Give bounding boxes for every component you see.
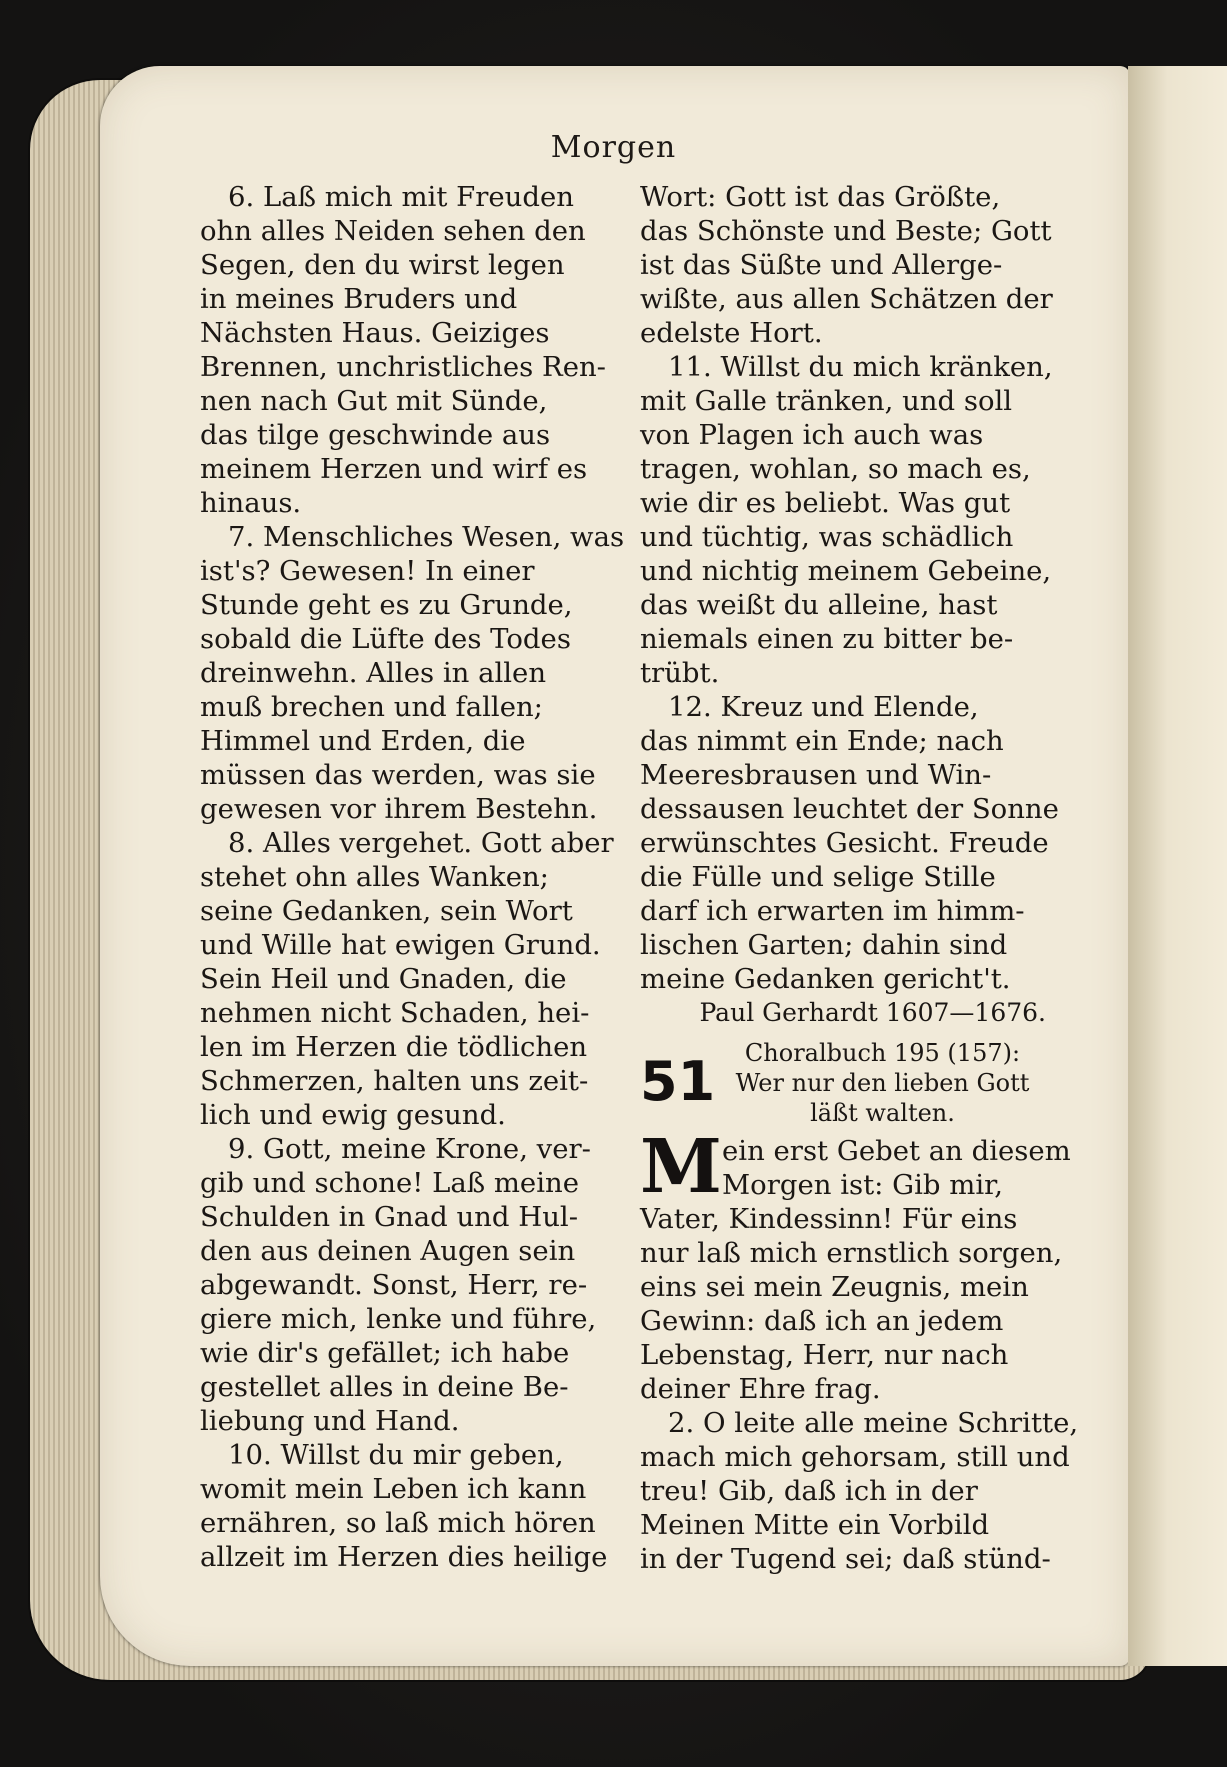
text-line: Morgen ist: Gib mir, [722,1169,1004,1201]
text-line: das Schönste und Beste; Gott [640,215,1052,247]
text-line: Vater, Kindessinn! Für eins [640,1203,1018,1235]
text-line: lich und ewig gesund. [200,1099,506,1131]
text-line: dreinwehn. Alles in allen [200,657,547,689]
text-line: wie dir's gefället; ich habe [200,1337,570,1369]
text-line: gewesen vor ihrem Bestehn. [200,793,598,825]
text-line: tragen, wohlan, so mach es, [640,453,1031,485]
text-line: wißte, aus allen Schätzen der [640,283,1053,315]
text-line: treu! Gib, daß ich in der [640,1475,978,1507]
text-line: Brennen, unchristliches Ren- [200,351,606,383]
text-line: mach mich gehorsam, still und [640,1441,1070,1473]
next-page-edge [1128,66,1227,1666]
text-line: ein erst Gebet an diesem [722,1135,1071,1167]
text-line: das nimmt ein Ende; nach [640,725,1004,757]
text-line: lischen Garten; dahin sind [640,929,1008,961]
tune-line: Wer nur den lieben Gott [735,1069,1030,1097]
text-line: und tüchtig, was schädlich [640,521,1014,553]
text-line: ernähren, so laß mich hören [200,1507,596,1539]
text-line: trübt. [640,657,720,689]
text-line: ist's? Gewesen! In einer [200,555,535,587]
tune-line: Choralbuch 195 (157): [744,1039,1021,1067]
text-line: Gewinn: daß ich an jedem [640,1305,1004,1337]
tune-line: läßt walten. [810,1099,955,1127]
text-line: wie dir es beliebt. Was gut [640,487,1011,519]
text-line: stehet ohn alles Wanken; [200,861,549,893]
text-line: Wort: Gott ist das Größte, [640,181,1001,213]
text-line: 2. O leite alle meine Schritte, [668,1407,1079,1439]
text-line: Schulden in Gnad und Hul- [200,1201,579,1233]
text-line: Himmel und Erden, die [200,725,526,757]
text-line: 6. Laß mich mit Freuden [228,181,574,213]
right-column [640,180,1079,1576]
author-credit: Paul Gerhardt 1607—1676. [699,998,1046,1027]
text-line: gib und schone! Laß meine [200,1167,579,1199]
hymn-number: 51 [640,1050,716,1113]
text-line: in meines Bruders und [200,283,518,315]
page-header: Morgen [550,130,677,165]
text-line: 9. Gott, meine Krone, ver- [228,1133,591,1165]
text-line: das weißt du alleine, hast [640,589,998,621]
text-line: seine Gedanken, sein Wort [200,895,573,927]
text-line: mit Galle tränken, und soll [640,385,1013,417]
text-line: ohn alles Neiden sehen den [200,215,586,247]
text-line: sobald die Lüfte des Todes [200,623,571,655]
text-line: dessausen leuchtet der Sonne [640,793,1059,825]
text-line: 8. Alles vergehet. Gott aber [228,827,614,859]
text-line: ist das Süßte und Allerge- [640,249,1003,281]
text-line: womit mein Leben ich kann [200,1473,587,1505]
text-line: in der Tugend sei; daß stünd- [640,1543,1051,1575]
text-line: len im Herzen die tödlichen [200,1031,588,1063]
text-line: nen nach Gut mit Sünde, [200,385,548,417]
hymn-tune-reference [710,1038,1055,1128]
text-line: nur laß mich ernstlich sorgen, [640,1237,1063,1269]
text-line: edelste Hort. [640,317,823,349]
text-line: erwünschtes Gesicht. Freude [640,827,1049,859]
text-line: Sein Heil und Gnaden, die [200,963,567,995]
text-line: Meeresbrausen und Win- [640,759,992,791]
text-line: von Plagen ich auch was [640,419,984,451]
text-line: Lebenstag, Herr, nur nach [640,1339,1009,1371]
text-line: müssen das werden, was sie [200,759,596,791]
text-line: Segen, den du wirst legen [200,249,565,281]
text-line: und nichtig meinem Gebeine, [640,555,1052,587]
text-line: Schmerzen, halten uns zeit- [200,1065,589,1097]
text-line: Meinen Mitte ein Vorbild [640,1509,990,1541]
text-line: muß brechen und fallen; [200,691,543,723]
text-line: deiner Ehre frag. [640,1373,881,1405]
hymn-opening [640,1124,1071,1210]
text-line: giere mich, lenke und führe, [200,1303,597,1335]
text-line: meine Gedanken gericht't. [640,963,1011,995]
text-line: Nächsten Haus. Geiziges [200,317,550,349]
left-column [200,180,625,1574]
text-line: niemals einen zu bitter be- [640,623,1014,655]
text-line: eins sei mein Zeugnis, mein [640,1271,1029,1303]
text-line: und Wille hat ewigen Grund. [200,929,601,961]
drop-cap: M [640,1124,722,1210]
text-line: 12. Kreuz und Elende, [668,691,979,723]
text-line: nehmen nicht Schaden, hei- [200,997,590,1029]
hymn-heading [640,1038,1050,1134]
text-line: 7. Menschliches Wesen, was [228,521,625,553]
text-line: 11. Willst du mich kränken, [668,351,1053,383]
text-line: meinem Herzen und wirf es [200,453,588,485]
text-line: darf ich erwarten im himm- [640,895,1025,927]
text-line: allzeit im Herzen dies heilige [200,1541,608,1573]
text-line: abgewandt. Sonst, Herr, re- [200,1269,588,1301]
text-line: die Fülle und selige Stille [640,861,996,893]
text-line: den aus deinen Augen sein [200,1235,576,1267]
text-line: das tilge geschwinde aus [200,419,551,451]
text-line: liebung und Hand. [200,1405,460,1437]
text-line: 10. Willst du mir geben, [228,1439,564,1471]
text-line: hinaus. [200,487,302,519]
text-line: gestellet alles in deine Be- [200,1371,569,1403]
text-line: Stunde geht es zu Grunde, [200,589,573,621]
